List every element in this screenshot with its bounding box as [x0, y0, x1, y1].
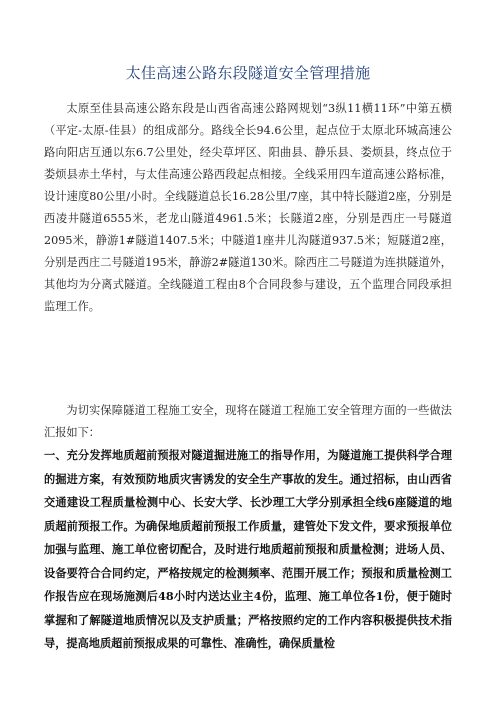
paragraph-intro: 为切实保障隧道工程施工安全，现将在隧道工程施工安全管理方面的一些做法汇报如下： [44, 404, 452, 439]
paragraph-project-overview: 太原至佳县高速公路东段是山西省高速公路网规划“3纵11横11环”中第五横（平定-太原-佳县）的组成部分。路线全长94.6公里，起点位于太原北环城高速公路向阳店互通以东6.7公里处，经尖草坪区、阳曲县、静乐县、娄烦县，终点位于娄烦县赤土华村，与太佳高速公路西段起点相接。全线采用四车道高速公路标准，设计速度80公里/小时。全线隧道总长16.28公里/7座，其中特长隧道2座，分别是西凌井隧道6555米，老龙山隧道4961.5米；长隧道2座，分别是西庄一号隧道2095米，静游1#隧道1407.5米；中隧道1座井儿沟隧道937.5米；短隧道2座，分别是西庄二号隧道195米，静游2#隧道130米。除西庄二号隧道为连拱隧道外，其他均为分离式隧道。全线隧道工程由8个合同段参与建设，五个监理合同段承担监理工作。 [44, 102, 452, 313]
paragraph-section-one: 一、充分发挥地质超前预报对隧道掘进施工的指导作用，为隧道施工提供科学合理的掘进方案，有效预防地质灾害诱发的安全生产事故的发生。通过招标，由山西省交通建设工程质量检测中心、长安大学、长沙理工大学分别承担全线6座隧道的地质超前预报工作。为确保地质超前预报工作质量，建管处下发文件，要求预报单位加强与监理、施工单位密切配合，及时进行地质超前预报和质量检测；进场人员、设备要符合合同约定，严格按规定的检测频率、范围开展工作；预报和质量检测工作报告应在现场施测后48小时内送达业主4份，监理、施工单位各1份，便于随时掌握和了解隧道地质情况以及支护质量；严格按照约定的工作内容积极提供技术指导，提高地质超前预报成果的可靠性、准确性，确保质量检 [44, 448, 452, 650]
document-title: 太佳高速公路东段隧道安全管理措施 [125, 64, 371, 82]
